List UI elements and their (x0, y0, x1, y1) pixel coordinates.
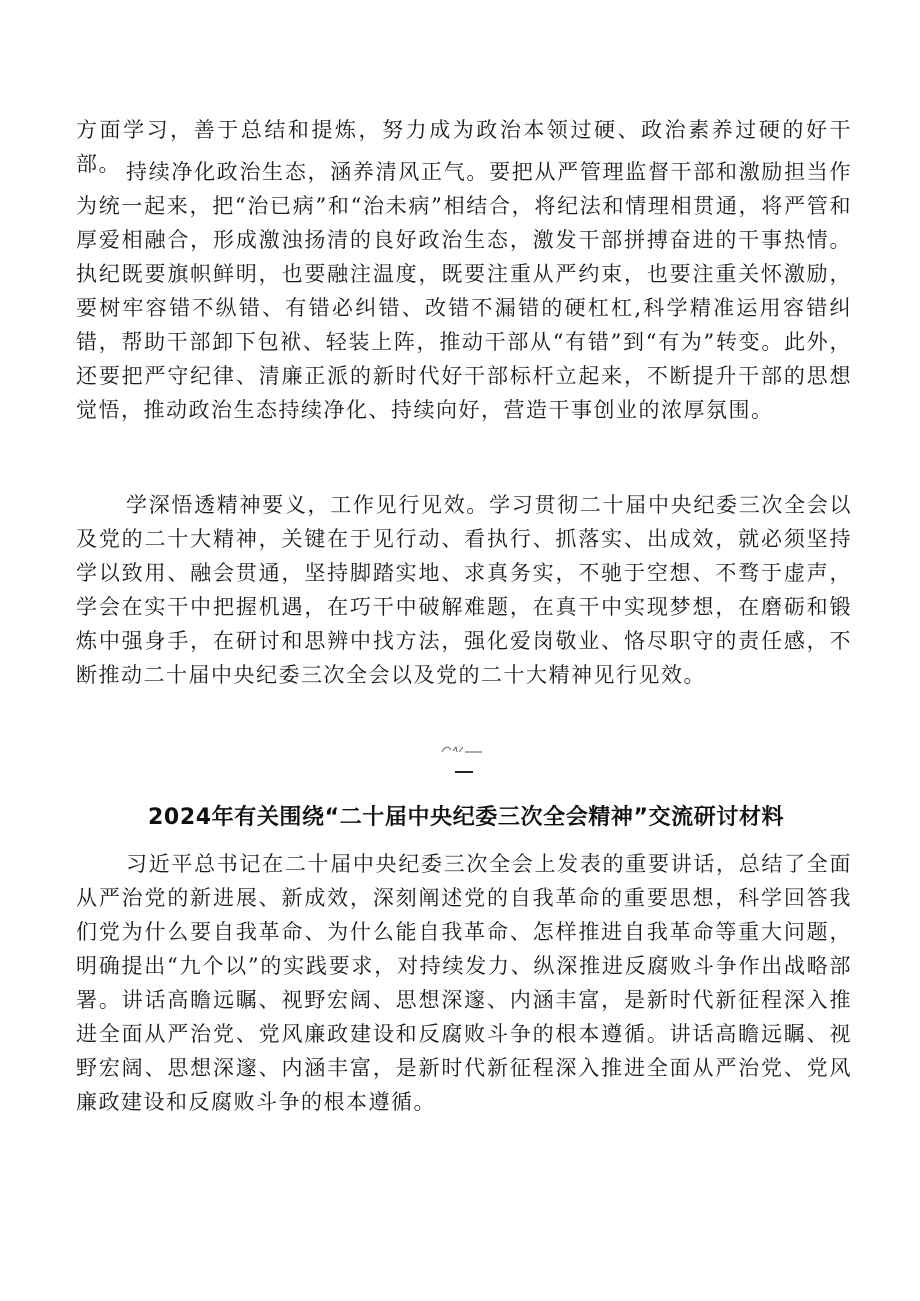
divider-ornament (441, 744, 483, 754)
paragraph-speech-summary: 习近平总书记在二十届中央纪委三次全会上发表的重要讲话，总结了全面从严治党的新进展、新成效，深刻阐述党的自我革命的重要思想，科学回答我们党为什么要自我革命、为什么能自我革命、怎样推进自我革命等重大问题，明确提出“九个以”的实践要求，对持续发力、纵深推进反腐败斗争作出战略部署。讲话高瞻远瞩、视野宏阔、思想深邃、内涵丰富，是新时代新征程深入推进全面从严治党、党风廉政建设和反腐败斗争的根本遵循。讲话高瞻远瞩、视野宏阔、思想深邃、内涵丰富，是新时代新征程深入推进全面从严治党、党风廉政建设和反腐败斗争的根本遵循。 (76, 852, 852, 1114)
paragraph-continuation: 方面学习，善于总结和提炼，努力成为政治本领过硬、政治素养过硬的好干部。 (76, 118, 852, 176)
paragraph-political-ecology: 持续净化政治生态，涵养清风正气。要把从严管理监督干部和激励担当作为统一起来，把“治已病”和“治未病”相结合，将纪法和情理相贯通，将严管和厚爱相融合，形成激浊扬清的良好政治生态，激发干部拼搏奋进的干事热情。执纪既要旗帜鲜明，也要融注温度，既要注重从严约束，也要注重关怀激励，要树牢容错不纵错、有错必纠错、改错不漏错的硬杠杠,科学精准运用容错纠错，帮助干部卸下包袱、轻装上阵，推动干部从“有错”到“有为”转变。此外，还要把严守纪律、清廉正派的新时代好干部标杆立起来，不断提升干部的思想觉悟，推动政治生态持续净化、持续向好，营造干事创业的浓厚氛围。 (76, 160, 852, 422)
paragraph-study-spirit: 学深悟透精神要义，工作见行见效。学习贯彻二十届中央纪委三次全会以及党的二十大精神，关键在于见行动、看执行、抓落实、出成效，就必须坚持学以致用、融会贯通，坚持脚踏实地、求真务实，不驰于空想、不骛于虚声，学会在实干中把握机遇，在巧干中破解难题，在真干中实现梦想，在磨砺和锻炼中强身手，在研讨和思辨中找方法，强化爱岗敬业、恪尽职守的责任感，不断推动二十届中央纪委三次全会以及党的二十大精神见行见效。 (76, 493, 852, 687)
section-divider (455, 771, 473, 773)
section-title: 2024年有关围绕“二十届中央纪委三次全会精神”交流研讨材料 (148, 805, 785, 830)
